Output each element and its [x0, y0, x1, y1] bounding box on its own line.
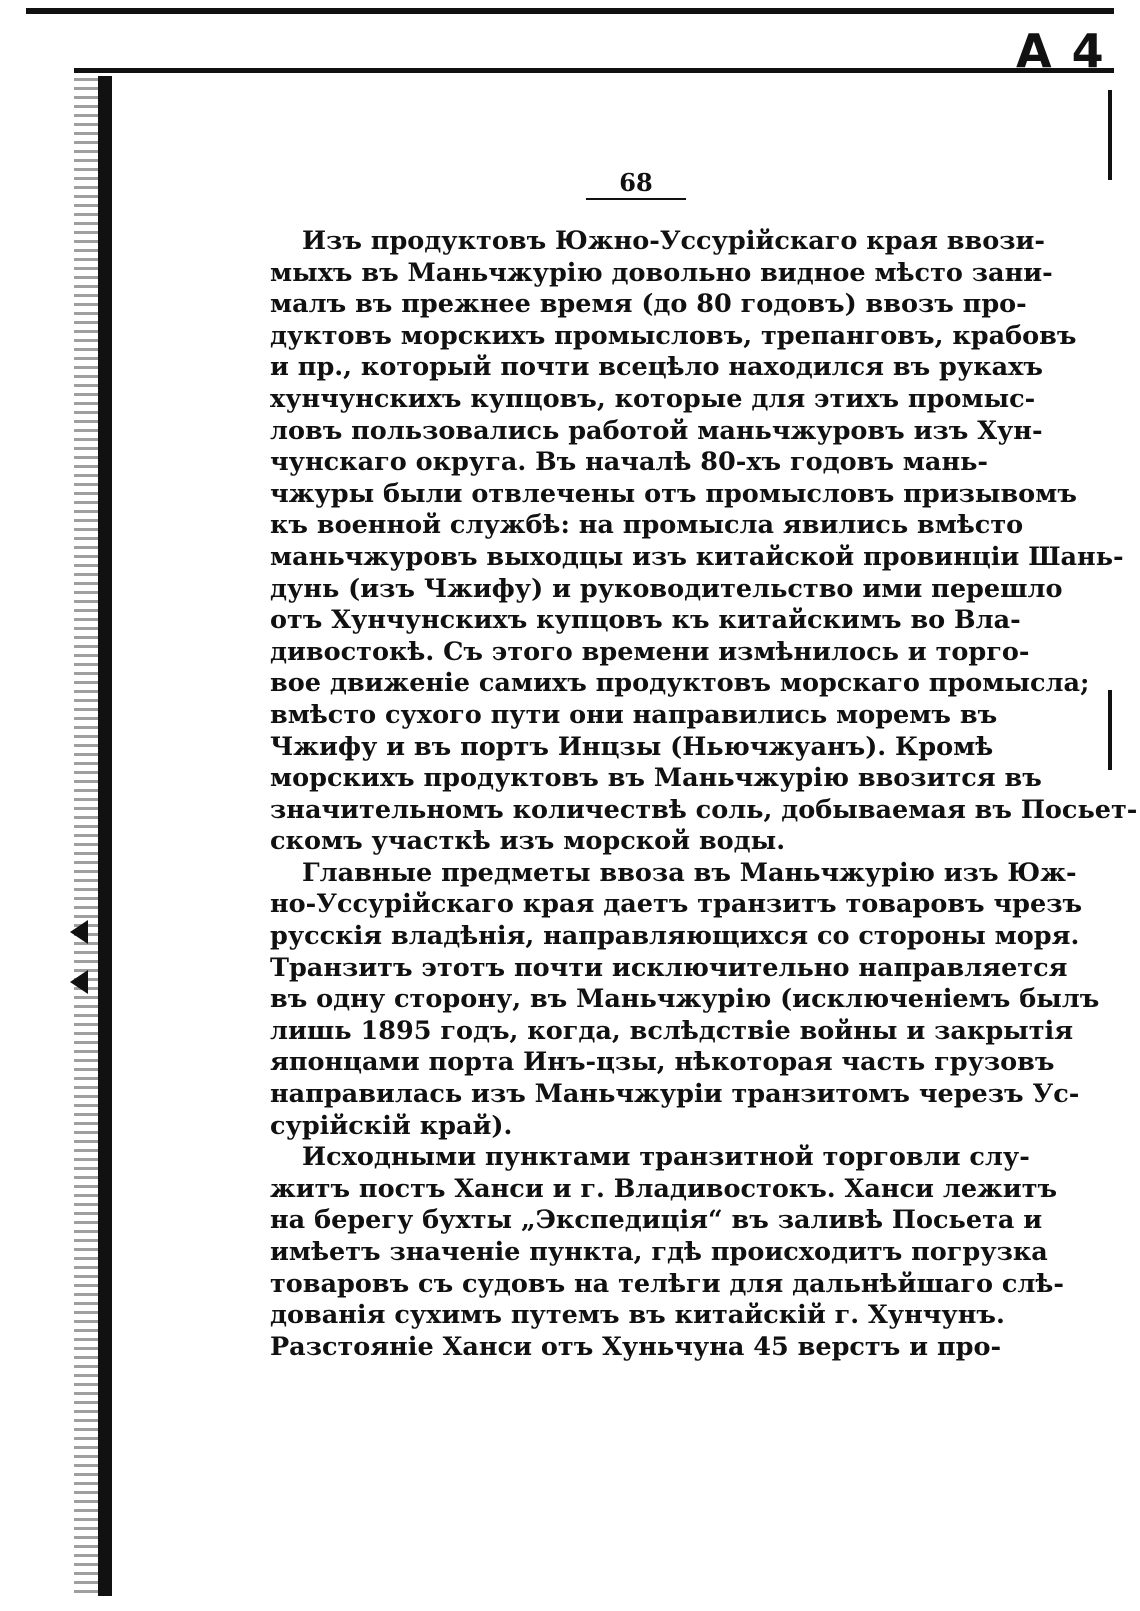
margin-triangle-icon [70, 920, 88, 944]
text-line: скомъ участкѣ изъ морской воды. [270, 826, 786, 857]
text-line: Исходными пунктами транзитной торговли слу- [302, 1142, 1030, 1173]
text-line: чжуры были отвлечены отъ промысловъ призывомъ [270, 478, 1077, 509]
margin-triangle-icon [70, 970, 88, 994]
text-line: на берегу бухты „Экспедиція“ въ заливѣ Посьета и [270, 1205, 1043, 1236]
text-line: морскихъ продуктовъ въ Маньчжурію ввозится въ [270, 763, 1042, 794]
text-line: дуктовъ морскихъ промысловъ, трепанговъ, крабовъ [270, 320, 1077, 351]
text-line: дивостокѣ. Съ этого времени измѣнилось и торго- [270, 636, 1030, 667]
text-line: малъ въ прежнее время (до 80 годовъ) ввозъ про- [270, 289, 1027, 320]
text-line: лишь 1895 годъ, когда, вслѣдствіе войны и закрытія [270, 1015, 1074, 1046]
body-text [270, 226, 1138, 1363]
page-right-edge [1108, 90, 1112, 180]
paragraph-3 [270, 1142, 1064, 1363]
text-line: значительномъ количествѣ соль, добываемая въ Посьет- [270, 794, 1138, 825]
text-line: дованія сухимъ путемъ въ китайскій г. Хунчунъ. [270, 1300, 1005, 1331]
text-line: вое движеніе самихъ продуктовъ морскаго промысла; [270, 668, 1090, 699]
text-line: сурійскій край). [270, 1110, 513, 1141]
text-line: Главные предметы ввоза въ Маньчжурію изъ Юж- [302, 857, 1077, 888]
text-line: житъ постъ Ханси и г. Владивостокъ. Ханси лежитъ [270, 1173, 1058, 1204]
text-line: имѣетъ значеніе пункта, гдѣ происходитъ погрузка [270, 1237, 1048, 1267]
page-left-edge [98, 76, 112, 1596]
page-top-edge [74, 68, 1114, 73]
text-line: къ военной службѣ: на промысла явились вмѣсто [270, 510, 1024, 541]
text-line: отъ Хунчунскихъ купцовъ къ китайскимъ во Вла- [270, 605, 1021, 636]
text-line: направилась изъ Маньчжуріи транзитомъ черезъ Ус- [270, 1079, 1080, 1110]
page-number: 68 [619, 168, 653, 197]
corner-label: A 4 [1016, 24, 1106, 78]
text-line: японцами порта Инъ-цзы, нѣкоторая часть грузовъ [270, 1047, 1055, 1078]
paragraph-2 [270, 857, 1100, 1142]
text-line: Чжифу и въ портъ Инцзы (Ньючжуанъ). Кромѣ [270, 731, 994, 762]
text-line: ловъ пользовались работой маньчжуровъ изъ Хун- [270, 415, 1043, 446]
text-line: но-Уссурійскаго края даетъ транзитъ товаровъ чрезъ [270, 889, 1083, 920]
text-line: въ одну сторону, въ Маньчжурію (исключеніемъ былъ [270, 984, 1100, 1015]
text-line: мыхъ въ Маньчжурію довольно видное мѣсто зани- [270, 257, 1053, 288]
text-line: Транзитъ этотъ почти исключительно направляется [270, 952, 1068, 983]
text-line: и пр., который почти всецѣло находился въ рукахъ [270, 352, 1043, 383]
text-line: товаровъ съ судовъ на телѣги для дальнѣйшаго слѣ- [270, 1268, 1064, 1299]
text-line: маньчжуровъ выходцы изъ китайской провинціи Шань- [270, 541, 1124, 572]
text-line: хунчунскихъ купцовъ, которые для этихъ промыс- [270, 383, 1036, 414]
page-number-underline [586, 198, 686, 200]
margin-marks [64, 920, 94, 1010]
text-line: дунь (изъ Чжифу) и руководительство ими перешло [270, 573, 1063, 604]
top-border-rule [26, 8, 1114, 14]
text-line: русскія владѣнія, направляющихся со стороны моря. [270, 921, 1080, 952]
text-line: чунскаго округа. Въ началѣ 80-хъ годовъ мань- [270, 447, 988, 478]
paragraph-1 [270, 226, 1138, 858]
text-line: Разстояніе Ханси отъ Хуньчуна 45 верстъ и про- [270, 1331, 1002, 1362]
page-right-edge-lower [1108, 690, 1112, 770]
text-line: Изъ продуктовъ Южно-Уссурійскаго края ввози- [302, 226, 1046, 256]
text-line: вмѣсто сухого пути они направились моремъ въ [270, 699, 998, 730]
